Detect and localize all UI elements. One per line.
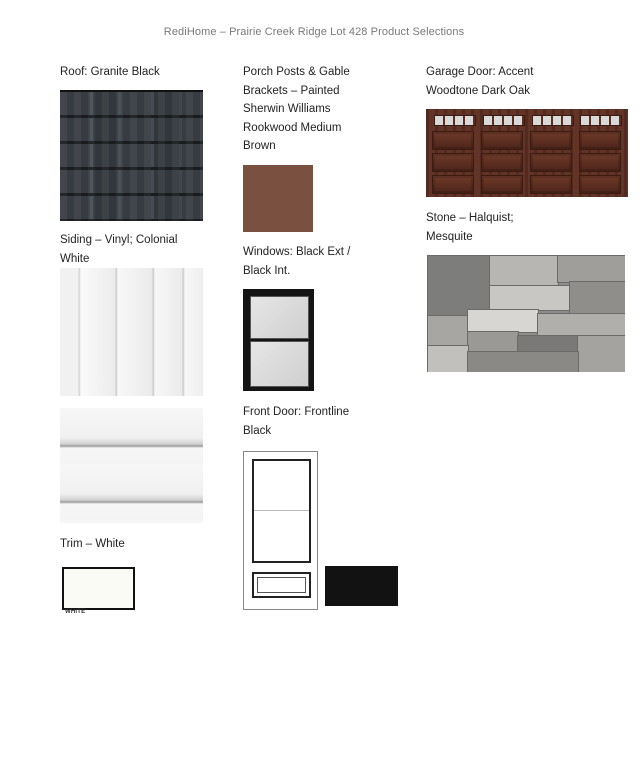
porch-color-swatch (243, 165, 313, 232)
garage-panel (579, 153, 621, 172)
front-door-label (243, 403, 349, 440)
door-black-swatch (325, 566, 398, 606)
garage-window (434, 115, 476, 126)
porch-label-line: Rookwood Medium (243, 121, 342, 134)
garage-panel (481, 131, 523, 150)
roof-label: Roof: Granite Black (60, 66, 160, 78)
front-door-label-line: Front Door: Frontline (243, 406, 350, 418)
porch-label-line: Sherwin Williams (243, 103, 331, 115)
stone-label-line: Stone – Halquist; (426, 212, 514, 224)
garage-window (532, 115, 574, 126)
garage-window (483, 115, 525, 126)
roof-swatch-image (60, 90, 203, 221)
trim-label: Trim – White (60, 538, 125, 550)
garage-door-label-line: Garage Door: Accent (426, 66, 534, 78)
front-door-image (243, 451, 318, 610)
windows-label (243, 243, 350, 280)
garage-panel (432, 131, 474, 150)
door-glass-divider (254, 510, 309, 511)
garage-panel (481, 175, 523, 194)
porch-label (243, 63, 350, 156)
windows-label-line: Black Int. (243, 264, 291, 277)
windows-label-line: Windows: Black Ext / (243, 246, 351, 258)
garage-door-image (426, 109, 628, 197)
page-title: RediHome – Prairie Creek Ridge Lot 428 Product Selections (163, 26, 465, 38)
stone-swatch-image (427, 255, 625, 372)
stone-label (426, 209, 514, 246)
window-upper-pane (250, 296, 309, 339)
porch-label-line: Brown (243, 140, 276, 152)
trim-swatch-caption: WHITE (65, 609, 86, 615)
garage-panel (481, 153, 523, 172)
porch-label-line: Brackets – Painted (243, 84, 340, 97)
garage-door-label (426, 63, 533, 100)
garage-panel (530, 175, 572, 194)
front-door-label-line: Black (243, 424, 272, 437)
garage-panel (579, 131, 621, 150)
porch-label-line: Porch Posts & Gable (243, 66, 350, 78)
garage-window (580, 115, 622, 126)
trim-swatch (62, 567, 135, 610)
window-lower-pane (250, 341, 309, 387)
siding-label-line: Siding – Vinyl; Colonial (60, 234, 178, 246)
siding-horizontal-swatch-image (60, 408, 203, 523)
garage-panel (579, 175, 621, 194)
siding-label-line: White (60, 252, 90, 265)
door-kick-panel (252, 572, 311, 598)
door-glass-panel (252, 459, 311, 563)
garage-panel (530, 131, 572, 150)
garage-panel (432, 175, 474, 194)
siding-label (60, 231, 177, 268)
garage-panel (530, 153, 572, 172)
stone-label-line: Mesquite (426, 230, 473, 243)
garage-panel (432, 153, 474, 172)
garage-door-label-line: Woodtone Dark Oak (426, 84, 530, 97)
window-image (243, 289, 314, 391)
siding-vertical-swatch-image (60, 268, 203, 396)
